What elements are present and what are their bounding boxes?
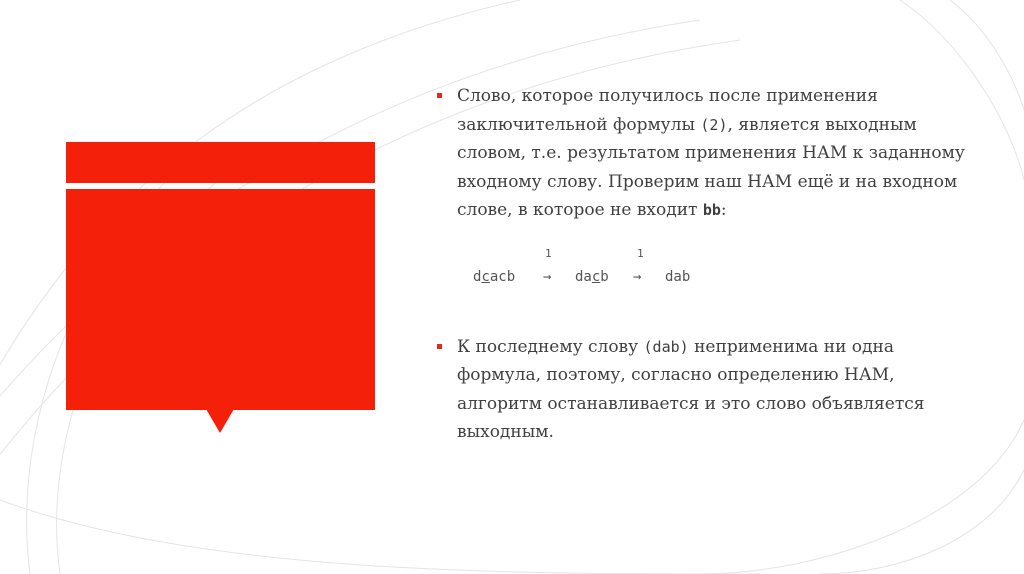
bullet2-code: (dab)	[643, 337, 689, 356]
derivation-word-1: dcacb	[473, 268, 516, 285]
bullet1-code: bb	[702, 201, 721, 219]
bullet1-text: Слово, которое получилось после применения заключительной формулы	[457, 86, 878, 135]
derivation-label-1: 1	[545, 246, 552, 260]
bullet-item-1	[437, 82, 977, 225]
derivation-word-3: dab	[665, 268, 691, 285]
red-title-box	[66, 189, 375, 410]
bullet2-text-after: неприменима ни одна формула, поэтому, согласно определению НАМ, алгоритм останавливается и это слово объявляется выходным.	[457, 336, 925, 442]
slide-content	[437, 82, 977, 447]
bullet1-end: :	[720, 200, 727, 220]
bullet-marker	[437, 93, 442, 98]
derivation-arrow-1: →	[543, 268, 552, 285]
derivation-label-2: 1	[637, 246, 644, 260]
red-header-strip	[66, 142, 375, 183]
bullet1-formula-ref: (2)	[700, 115, 728, 134]
derivation-word-2: dacb	[575, 268, 609, 285]
bullet-marker	[437, 344, 442, 349]
derivation-arrow-2: →	[633, 268, 642, 285]
bullet1-text-after: , является выходным словом, т.е. результатом применения НАМ к заданному входному слову. Проверим наш НАМ ещё и на входном слове, в которое не входит	[457, 114, 965, 220]
bullet-item-2	[437, 333, 977, 447]
derivation-formula	[473, 243, 977, 295]
bullet2-text: К последнему слову	[457, 336, 644, 357]
red-box-pointer	[206, 409, 234, 433]
